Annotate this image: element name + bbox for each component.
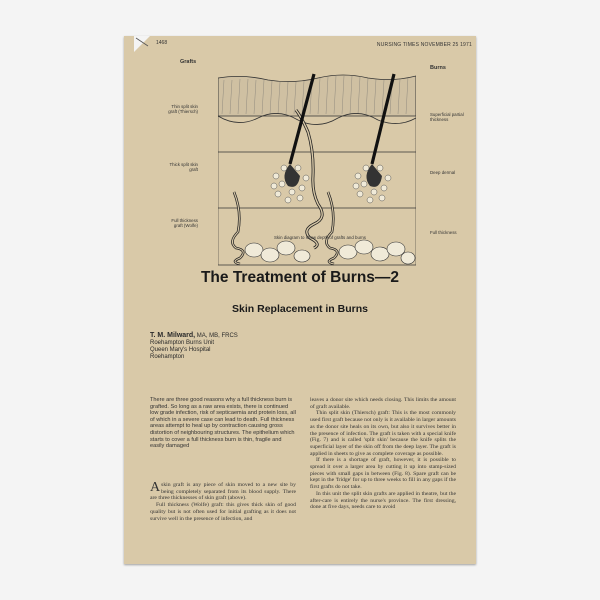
drop-cap: A xyxy=(150,480,161,495)
body-text: skin graft is any piece of skin moved to a new site by being completely separated from its blood supply. There are three thicknesses of skin graft (above). xyxy=(150,482,296,502)
author-name: T. M. Milward, xyxy=(150,332,196,339)
author-block xyxy=(150,332,238,361)
grafts-heading: Grafts xyxy=(180,59,197,65)
diagram-caption: Skin diagram to show depth of grafts and burns xyxy=(273,235,366,240)
label-thick-split-graft: Thick split skin graft xyxy=(169,162,198,173)
magazine-page xyxy=(124,36,476,564)
affiliation-line: Queen Mary's Hospital xyxy=(150,347,211,353)
label-full-thickness-burn: Full thickness xyxy=(430,230,457,235)
article-subtitle: Skin Replacement in Burns xyxy=(232,303,368,315)
page-curl xyxy=(134,36,150,52)
intro-paragraph: There are three good reasons why a full thickness burn is grafted. So long as a raw area exists, there is continued low grade infection, risk of septicaemia and protein loss, all of which in a severe case can lead to death. Full thickness areas attempt to heal up by contraction causing gross distortion of neighbouring structures. The epithelium which starts to cover a full thickness burn is thin, fragile and easily damaged xyxy=(150,397,296,450)
burns-heading: Burns xyxy=(430,65,446,71)
label-thin-split-graft: Thin split skin graft (Thiersch) xyxy=(168,104,198,115)
body-text: leaves a donor site which needs closing. This limits the amount of graft available. xyxy=(310,397,456,410)
label-full-thickness-graft: Full thickness graft (Wolfe) xyxy=(171,218,198,229)
body-text: Thin split skin (Thiersch) graft: This is the most commonly used first graft because not only is it available in larger amounts as the donor site heals on its own, but also it survives better in the presence of infection. The graft is taken with a special knife (Fig. 7) and is called 'split skin' because the knife splits the superficial layer of the skin off from the deep layer. The graft is applied in sheets to give as complete coverage as possible. xyxy=(310,410,456,457)
body-text: Full thickness (Wolfe) graft: this gives thick skin of good quality but is not often used for initial grafting as it does not survive well in the presence of infection, and xyxy=(150,502,296,522)
body-column-left xyxy=(150,482,296,522)
skin-diagram xyxy=(218,72,416,270)
body-column-right xyxy=(310,397,456,511)
body-text: If there is a shortage of graft, however, it is possible to spread it over a larger area by cutting it up into stamp-sized pieces with small gaps in between (Fig. 8). Spare graft can be kept in the 'fridge' for up to three weeks to fill in any gaps if the first grafts do not take. xyxy=(310,457,456,491)
author-qualifications: MA, MB, FRCS xyxy=(196,333,238,339)
affiliation-line: Roehampton Burns Unit xyxy=(150,340,215,346)
affiliation-line: Roehampton xyxy=(150,354,185,360)
running-head: NURSING TIMES NOVEMBER 25 1971 xyxy=(376,42,472,48)
article-title: The Treatment of Burns—2 xyxy=(200,269,400,286)
page-number: 1468 xyxy=(156,40,168,46)
body-text: In this unit the split skin grafts are applied in theatre, but the after-care is entirely the nurse's province. The first dressing, done at five days, needs care to avoid xyxy=(310,490,456,511)
label-deep-dermal: Deep dermal xyxy=(430,170,456,175)
label-superficial-partial: Superficial partial thickness xyxy=(430,112,464,123)
